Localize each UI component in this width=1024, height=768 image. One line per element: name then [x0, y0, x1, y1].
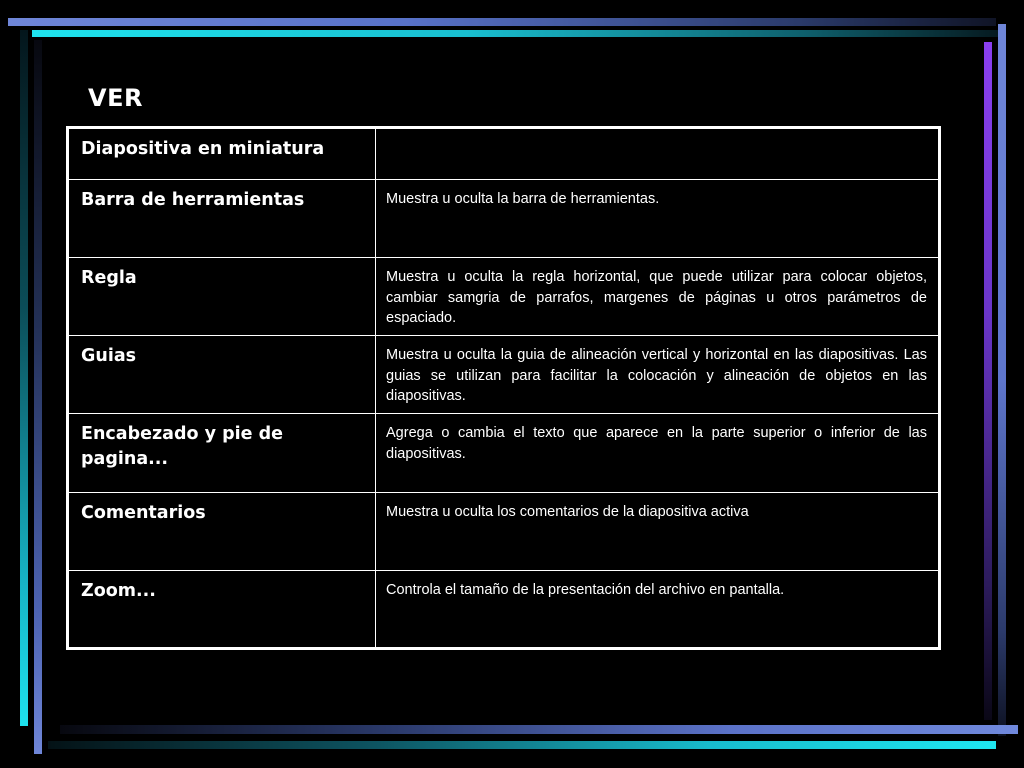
- table-row: [68, 336, 940, 414]
- option-description: Controla el tamaño de la presentación del archivo en pantalla.: [376, 571, 940, 649]
- option-description: Muestra u oculta la guia de alineación vertical y horizontal en las diapositivas. Las guias se utilizan para facilitar la colocación y alineación de objetos en las diapositivas.: [376, 336, 940, 414]
- decorative-right-blue-bar: [998, 24, 1006, 736]
- decorative-left-blue-bar: [34, 40, 42, 754]
- option-name: Diapositiva en miniatura: [68, 128, 376, 180]
- table-row: [68, 493, 940, 571]
- decorative-left-cyan-bar: [20, 30, 28, 726]
- option-description: [376, 128, 940, 180]
- decorative-bottom-blue-bar: [60, 725, 1018, 734]
- option-name: Guias: [68, 336, 376, 414]
- option-description: Agrega o cambia el texto que aparece en la parte superior o inferior de las diapositivas.: [376, 414, 940, 493]
- decorative-top-blue-bar: [8, 18, 996, 26]
- menu-options-table: [66, 126, 941, 650]
- table-row: [68, 258, 940, 336]
- option-name: Comentarios: [68, 493, 376, 571]
- option-name: Regla: [68, 258, 376, 336]
- table-row: [68, 128, 940, 180]
- table-row: [68, 571, 940, 649]
- option-description: Muestra u oculta la regla horizontal, que puede utilizar para colocar objetos, cambiar samgria de parrafos, margenes de páginas u otros parámetros de espaciado.: [376, 258, 940, 336]
- option-description: Muestra u oculta la barra de herramientas.: [376, 180, 940, 258]
- decorative-right-purple-bar: [984, 42, 992, 720]
- option-name: Zoom...: [68, 571, 376, 649]
- slide-title: VER: [88, 84, 143, 112]
- decorative-top-cyan-bar: [32, 30, 998, 37]
- option-description: Muestra u oculta los comentarios de la diapositiva activa: [376, 493, 940, 571]
- decorative-bottom-cyan-bar: [48, 741, 996, 749]
- option-name: Encabezado y pie de pagina...: [68, 414, 376, 493]
- option-name: Barra de herramientas: [68, 180, 376, 258]
- table-row: [68, 180, 940, 258]
- table-row: [68, 414, 940, 493]
